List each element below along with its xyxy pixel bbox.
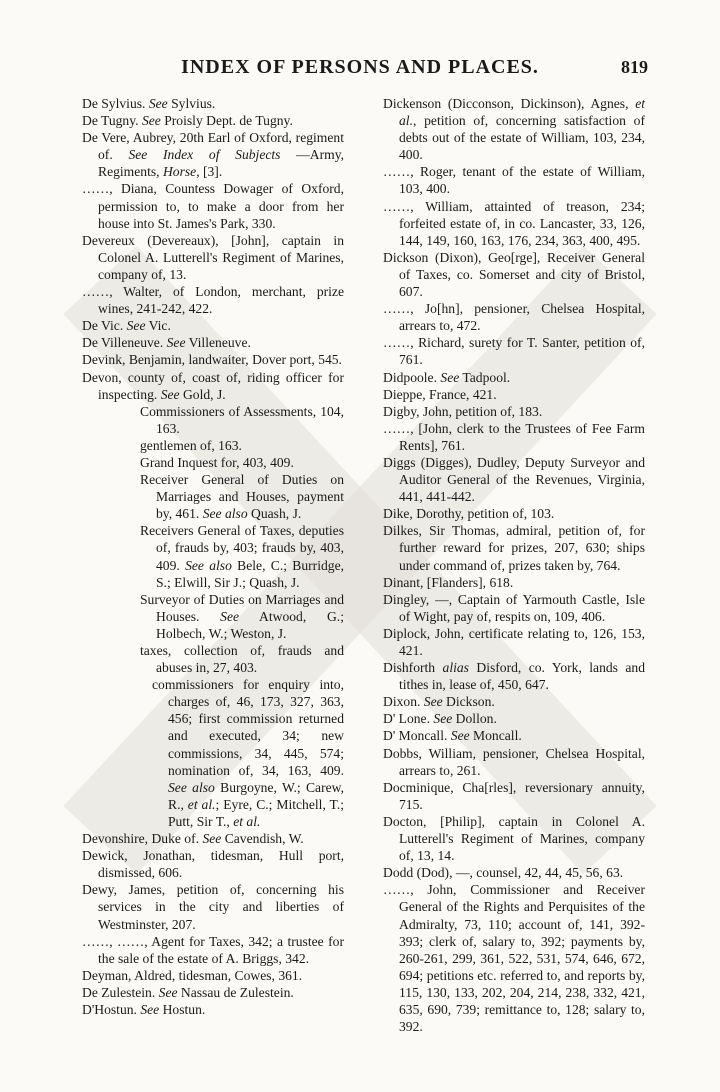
index-entry: Dobbs, William, pensioner, Chelsea Hospital, arrears to, 261.	[383, 745, 645, 778]
index-entry: ……, William, attainted of treason, 234; forfeited estate of, in co. Lancaster, 33, 126, 144, 149, 160, 163, 176, 234, 363, 400, 495.	[383, 198, 645, 248]
index-entry: Devon, county of, coast of, riding officer for inspecting. See Gold, J.	[82, 369, 344, 402]
index-entry: De Vere, Aubrey, 20th Earl of Oxford, regiment of. See Index of Subjects —Army, Regiments, Horse, [3].	[82, 130, 345, 180]
index-entry: ……, John, Commissioner and Receiver General of the Rights and Perquisites of the Admiralty, 73, 110; account of, 141, 392-393; clerk of, salary to, 392; payments by, 260-261, 299, 361, 522, 531, 574, 646, 672, 694; petitions etc. referred to, and reports by, 115, 130, 133, 202, 204, 214, 238, 332, 421, 635, 690, 739; remittance to, 128; salary to, 392.	[383, 882, 645, 1035]
index-entry: ……, Walter, of London, merchant, prize wines, 241-242, 422.	[82, 284, 344, 317]
index-entry: De Zulestein. See Nassau de Zulestein.	[82, 984, 294, 1000]
index-entry: Receivers General of Taxes, deputies of, frauds by, 403; frauds by, 403, 409. See also Bele, C.; Burridge, S.; Elwill, Sir J.; Quash, J.	[140, 523, 345, 590]
index-entry: Dike, Dorothy, petition of, 103.	[383, 506, 555, 522]
index-entry: ……, ……, Agent for Taxes, 342; a trustee for the sale of the estate of A. Briggs, 342.	[82, 933, 344, 966]
index-entry: Dinant, [Flanders], 618.	[383, 574, 514, 590]
index-entry: Surveyor of Duties on Marriages and Houses. See Atwood, G.; Holbech, W.; Weston, J.	[140, 591, 344, 641]
index-entry: Docminique, Cha[rles], reversionary annuity, 715.	[383, 779, 645, 812]
index-entry: Dilkes, Sir Thomas, admiral, petition of, for further reward for prizes, 207, 630; ships under command of, prizes taken by, 764.	[383, 523, 645, 573]
index-entry: D' Moncall. See Moncall.	[383, 728, 522, 744]
index-entry: Dieppe, France, 421.	[383, 386, 497, 402]
index-entry: De Vic. See Vic.	[82, 318, 171, 334]
index-entry: Didpoole. See Tadpool.	[383, 369, 511, 385]
index-entry: Commissioners of Assessments, 104, 163.	[140, 403, 344, 436]
index-entry: Dodd (Dod), —, counsel, 42, 44, 45, 56, 63.	[383, 865, 624, 881]
index-entry: Docton, [Philip], captain in Colonel A. Lutterell's Regiment of Marines, company of, 13, 14.	[383, 813, 645, 864]
index-entry: Grand Inquest for, 403, 409.	[140, 454, 294, 470]
index-entry: Diggs (Digges), Dudley, Deputy Surveyor and Auditor General of the Revenues, Virginia, 441, 441-442.	[383, 454, 645, 505]
index-entry: De Sylvius. See Sylvius.	[82, 96, 216, 111]
index-entry: ……, Diana, Countess Dowager of Oxford, permission to, to make a door from her house into St. James's Park, 330.	[82, 181, 344, 231]
index-column-right	[383, 95, 645, 1035]
index-entry: Devink, Benjamin, landwaiter, Dover port, 545.	[82, 352, 342, 368]
running-title: INDEX OF PERSONS AND PLACES.	[181, 56, 539, 78]
index-entry: Deyman, Aldred, tidesman, Cowes, 361.	[82, 967, 303, 983]
index-entry: ……, [John, clerk to the Trustees of Fee Farm Rents], 761.	[383, 420, 645, 453]
index-entry: Diplock, John, certificate relating to, 126, 153, 421.	[383, 625, 645, 658]
index-entry: De Villeneuve. See Villeneuve.	[82, 335, 251, 351]
index-entry: D'Hostun. See Hostun.	[82, 1001, 206, 1017]
index-entry: ……, Jo[hn], pensioner, Chelsea Hospital, arrears to, 472.	[383, 301, 645, 334]
index-entry: Dixon. See Dickson.	[383, 694, 495, 710]
index-entry: Digby, John, petition of, 183.	[383, 403, 543, 419]
index-entry: Dickson (Dixon), Geo[rge], Receiver General of Taxes, co. Somerset and city of Bristol, 607.	[383, 249, 645, 300]
index-entry: Dewick, Jonathan, tidesman, Hull port, dismissed, 606.	[82, 848, 344, 881]
index-entry: Dickenson (Dicconson, Dickinson), Agnes, et al., petition of, concerning satisfaction of debts out of the estate of William, 103, 234, 400.	[383, 96, 645, 163]
index-entry: ……, Roger, tenant of the estate of William, 103, 400.	[383, 164, 645, 197]
index-entry: Devonshire, Duke of. See Cavendish, W.	[82, 831, 304, 847]
page-number: 819	[621, 57, 648, 77]
index-entry: Receiver General of Duties on Marriages and Houses, payment by, 461. See also Quash, J.	[140, 472, 344, 522]
index-entry: De Tugny. See Proisly Dept. de Tugny.	[82, 113, 293, 129]
index-entry: commissioners for enquiry into, charges of, 46, 173, 327, 363, 456; first commission returned and executed, 34; new commissions, 34, 445, 574; nomination of, 34, 163, 409. See also Burgoyne, W.; Carew, R., et al.; Eyre, C.; Mitchell, T.; Putt, Sir T., et al.	[152, 677, 344, 829]
index-entry: Devereux (Devereaux), [John], captain in Colonel A. Lutterell's Regiment of Marines, company of, 13.	[82, 232, 344, 282]
index-entry: Dingley, —, Captain of Yarmouth Castle, Isle of Wight, pay of, respits on, 109, 406.	[383, 591, 645, 624]
index-entry: Dishforth alias Disford, co. York, lands and tithes in, lease of, 450, 647.	[383, 660, 645, 693]
index-entry: taxes, collection of, frauds and abuses in, 27, 403.	[140, 643, 344, 676]
index-column-left	[82, 95, 344, 1018]
page-header	[0, 52, 720, 82]
index-entry: gentlemen of, 163.	[140, 437, 242, 453]
index-entry: D' Lone. See Dollon.	[383, 711, 497, 727]
index-entry: ……, Richard, surety for T. Santer, petition of, 761.	[383, 335, 645, 368]
index-entry: Dewy, James, petition of, concerning his services in the city and liberties of Westminster, 207.	[82, 882, 344, 932]
